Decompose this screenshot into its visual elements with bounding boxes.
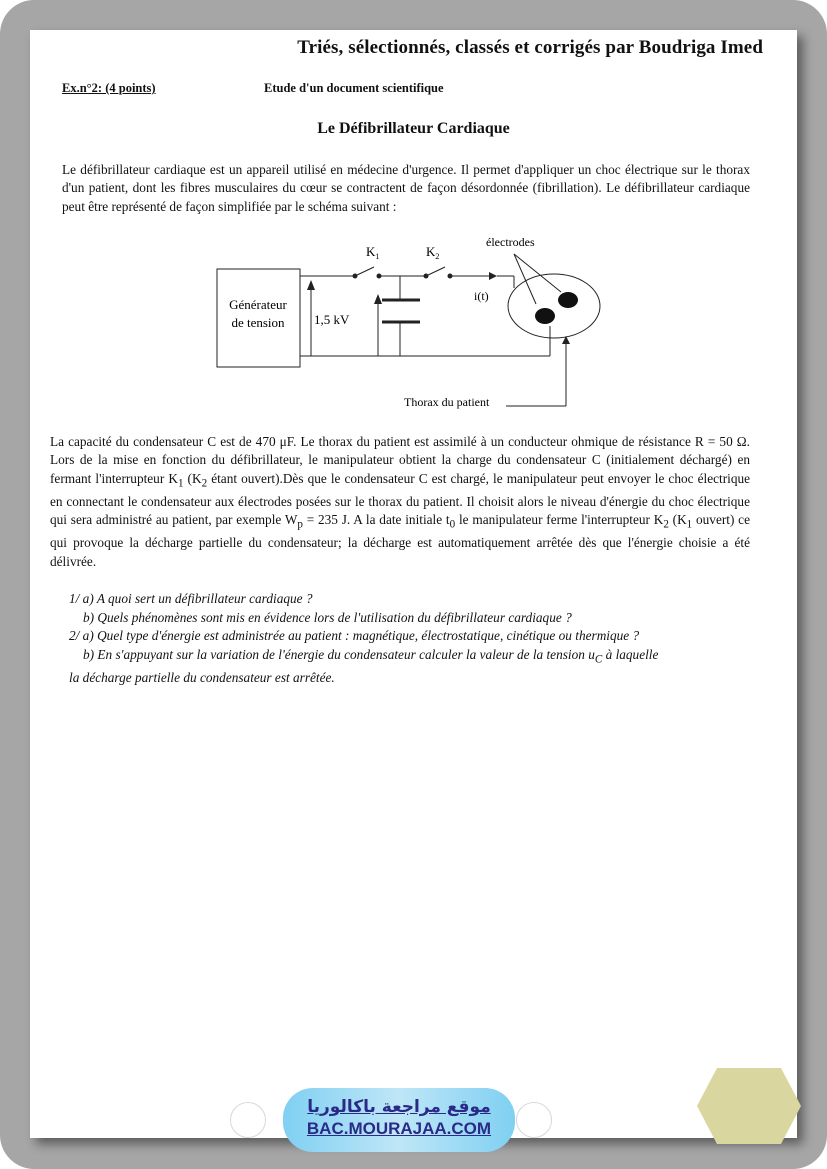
current-label: i(t) — [474, 289, 489, 303]
circuit-diagram — [214, 232, 614, 414]
switch-k1-label: $K_1$ — [366, 244, 380, 261]
question-2a: 2/ a) Quel type d'énergie est administrée au patient : magnétique, électrostatique, cinétique ou thermique ? — [69, 628, 640, 644]
site-logo-right — [516, 1102, 552, 1138]
description-paragraph: La capacité du condensateur C est de 470 μF. Le thorax du patient est assimilé à un conducteur ohmique de résistance R = 50 Ω. Lors de la mise en fonction du défibrillateur, le manipulateur obtient la charge du condensateur C (initialement déchargé) en fermant l'interrupteur $K_1$ ($K_2$ étant ouvert).Dès que le condensateur C est chargé, le manipulateur peut envoyer le choc électrique en connectant le condensateur aux électrodes posées sur le thorax du patient. Il choisit alors le niveau d'énergie du choc électrique qui sera administré au patient, par exemple $W_p = 235$ J. A la date initiale $t_0$ le manipulateur ferme l'interrupteur $K_2$ ($K_1$ ouvert) ce qui provoque la décharge partielle du condensateur; la décharge est automatiquement arrêtée dès que l'énergie choisie a été délivrée. — [50, 434, 751, 569]
bacmath-logo — [697, 1068, 801, 1144]
footer-banner[interactable] — [283, 1088, 515, 1152]
electrode-1 — [535, 308, 555, 324]
question-1b: b) Quels phénomènes sont mis en évidence lors de l'utilisation du défibrillateur cardiaque ? — [83, 609, 572, 625]
document-title: Le Défibrillateur Cardiaque — [317, 120, 510, 137]
footer-url-link[interactable]: BAC.MOURAJAA.COM — [306, 1119, 492, 1138]
electrodes-label: électrodes — [486, 235, 535, 249]
switch-k2-label: $K_2$ — [426, 244, 440, 261]
header-title: Triés, sélectionnés, classés et corrigés par Boudriga Imed — [297, 37, 763, 58]
generator-label-2: de tension — [231, 315, 285, 330]
thorax-ellipse — [508, 274, 600, 338]
switch-k2-blade — [426, 267, 445, 276]
switch-k1-blade — [355, 267, 374, 276]
electrode-2 — [558, 292, 578, 308]
question-1a: 1/ a) A quoi sert un défibrillateur cardiaque ? — [69, 591, 313, 606]
current-arrow — [489, 272, 497, 280]
exercise-label: Ex.n°2: (4 points) — [62, 81, 156, 95]
question-2b-continued: la décharge partielle du condensateur est arrêtée. — [69, 670, 335, 686]
thorax-label: Thorax du patient — [404, 395, 490, 409]
intro-paragraph: Le défibrillateur cardiaque est un appareil utilisé en médecine d'urgence. Il permet d'appliquer un choc électrique sur le thorax d'un patient, dont les fibres musculaires du cœur se contractent de façon désordonnée (fibrillation). Le défibrillateur cardiaque peut être représenté de façon simplifiée par le schéma suivant : — [62, 162, 750, 214]
generator-label-1: Générateur — [229, 297, 287, 312]
voltage-arrow — [307, 280, 315, 290]
voltage-label: 1,5 kV — [314, 312, 350, 327]
footer-arabic-title[interactable]: موقع مراجعة باكالوريا — [307, 1097, 491, 1117]
question-2b: b) En s'appuyant sur la variation de l'énergie du condensateur calculer la valeur de la tension $u_C$ à laquelle — [83, 646, 659, 666]
questions-block — [56, 590, 768, 688]
site-logo-left — [230, 1102, 266, 1138]
exercise-subject: Etude d'un document scientifique — [264, 81, 444, 95]
